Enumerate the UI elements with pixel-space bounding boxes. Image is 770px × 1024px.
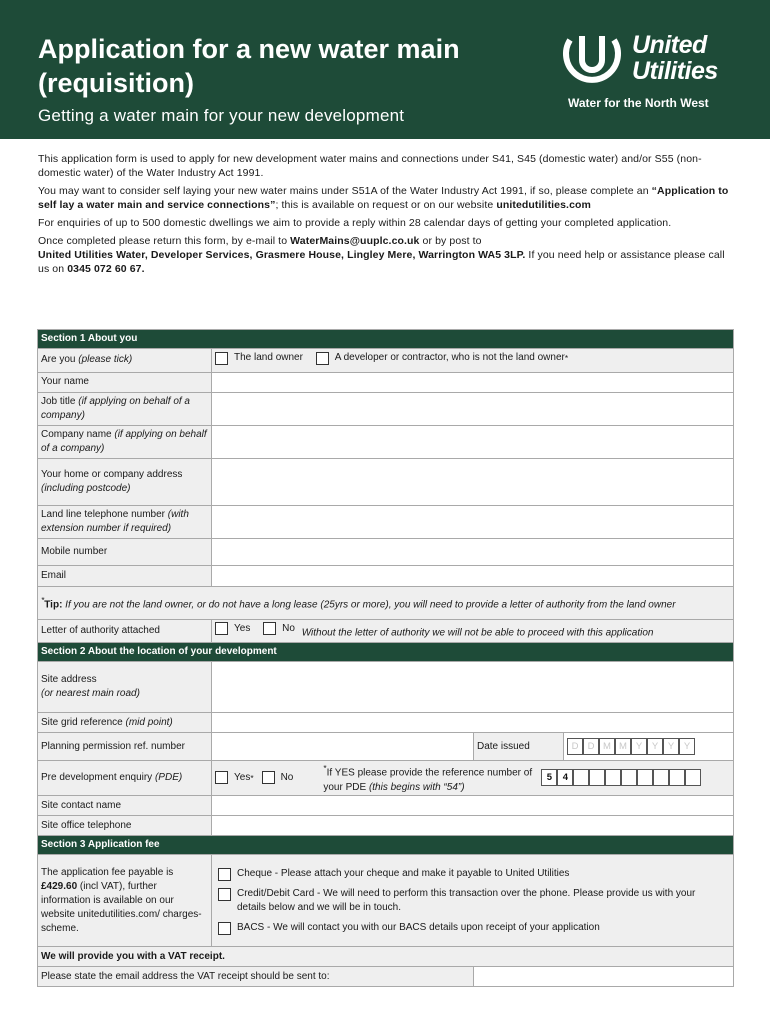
date-box-5[interactable]: Y (631, 738, 647, 755)
row-are-you (38, 349, 734, 373)
site-address-hint: (or nearest main road) (41, 688, 140, 699)
intro-text (38, 152, 738, 280)
website-link[interactable]: unitedutilities.com (496, 199, 591, 211)
option-land-owner[interactable] (215, 351, 303, 365)
tip-text (38, 586, 734, 619)
row-email (38, 565, 734, 586)
title-line-1: Application for a new water main (38, 34, 460, 64)
postal-address: United Utilities Water, Developer Services, Grasmere House, Lingley Mere, Warrington WA5 3LP. (38, 249, 526, 261)
title-line-2: (requisition) (38, 68, 194, 98)
developer-label: A developer or contractor, who is not the land owner (334, 352, 565, 363)
row-site-address (38, 662, 734, 713)
pde-hint: (PDE) (154, 772, 183, 783)
row-fee (38, 855, 734, 947)
pde-box-2[interactable]: 4 (557, 769, 573, 786)
pde-box-9[interactable] (669, 769, 685, 786)
pde-box-3[interactable] (573, 769, 589, 786)
letter-yes-option[interactable] (215, 622, 250, 636)
address-text: Your home or company address (41, 468, 183, 480)
vat-email-label: Please state the email address the VAT receipt should be sent to: (38, 967, 474, 987)
row-job-title (38, 392, 734, 425)
planning-ref-label: Planning permission ref. number (38, 733, 212, 761)
pde-note (323, 761, 541, 794)
site-phone-label: Site office telephone (38, 816, 212, 836)
letter-yes-checkbox[interactable] (215, 622, 228, 635)
company-name-field[interactable] (212, 425, 734, 458)
email-field[interactable] (212, 565, 734, 586)
site-address-field[interactable] (212, 662, 734, 713)
intro-p2-text-2: ; this is available on request or on our website (275, 199, 497, 211)
landline-text: Land line telephone number (41, 508, 168, 520)
pde-box-8[interactable] (653, 769, 669, 786)
grid-ref-hint: (mid point) (125, 716, 173, 728)
pde-yes-checkbox[interactable] (215, 771, 228, 784)
row-landline (38, 505, 734, 538)
pde-yes-option[interactable] (215, 771, 254, 785)
are-you-text: Are you (41, 354, 79, 366)
are-you-hint: (please tick) (78, 354, 133, 366)
logo-mark-icon (560, 30, 624, 90)
letter-no-checkbox[interactable] (263, 622, 276, 635)
option-card[interactable] (218, 884, 727, 918)
site-contact-field[interactable] (212, 796, 734, 816)
date-box-4[interactable]: M (615, 738, 631, 755)
date-box-2[interactable]: D (583, 738, 599, 755)
letter-note: Without the letter of authority we will not be able to proceed with this application (301, 627, 654, 638)
cheque-checkbox[interactable] (218, 868, 231, 881)
page-subtitle: Getting a water main for your new development (38, 106, 405, 125)
row-planning (38, 733, 734, 761)
pde-no-option[interactable] (262, 771, 294, 785)
developer-star: * (564, 353, 569, 363)
page-header (0, 0, 770, 139)
vat-email-field[interactable] (474, 967, 734, 987)
logo-tagline: Water for the North West (568, 96, 709, 110)
pde-box-6[interactable] (621, 769, 637, 786)
pde-yes-star: * (250, 772, 254, 783)
section-1-header (38, 330, 734, 349)
tip-label: Tip: (44, 599, 63, 611)
card-label: Credit/Debit Card - We will need to perform this transaction over the phone. Please provide us with your details below and we will be in touch. (237, 887, 696, 913)
bacs-label: BACS - We will contact you with our BACS details upon receipt of your application (237, 921, 600, 933)
are-you-options (212, 349, 734, 373)
fee-text-2: (incl VAT), further information is available on our website unitedutilities.com/ charges-scheme. (41, 880, 202, 934)
row-grid-reference (38, 713, 734, 733)
landline-label (38, 505, 212, 538)
pde-box-5[interactable] (605, 769, 621, 786)
pde-note-text: If YES please provide the reference number of your PDE (323, 767, 533, 793)
planning-ref-field[interactable] (212, 733, 474, 761)
self-lay-form-name: “Application to self lay a water main and service connections” (38, 185, 729, 211)
option-bacs[interactable] (218, 918, 727, 938)
address-field[interactable] (212, 458, 734, 505)
section-1-heading: Section 1 About you (38, 330, 734, 349)
section-3-header (38, 836, 734, 855)
address-hint: (including postcode) (41, 482, 131, 494)
row-pde (38, 761, 734, 796)
pde-box-1[interactable]: 5 (541, 769, 557, 786)
date-box-7[interactable]: Y (663, 738, 679, 755)
job-title-label (38, 392, 212, 425)
developer-checkbox[interactable] (316, 352, 329, 365)
letter-no-label: No (282, 622, 295, 634)
option-developer[interactable] (316, 351, 568, 365)
company-name-hint: (if applying on behalf of a company) (41, 428, 207, 454)
section-2-heading: Section 2 About the location of your development (38, 643, 734, 662)
pde-box-7[interactable] (637, 769, 653, 786)
intro-p4-text: Once completed please return this form, by e-mail to (38, 235, 291, 247)
pde-no-checkbox[interactable] (262, 771, 275, 784)
row-site-phone (38, 816, 734, 836)
your-name-label: Your name (38, 372, 212, 392)
letter-yes-label: Yes (234, 622, 251, 634)
row-address (38, 458, 734, 505)
pde-row-content (212, 761, 734, 796)
pde-text: Pre development enquiry (41, 772, 155, 783)
letter-no-option[interactable] (263, 622, 295, 636)
application-form (37, 329, 734, 987)
pde-note-hint: (this begins with “54”) (368, 781, 465, 793)
pde-box-4[interactable] (589, 769, 605, 786)
pde-reference-boxes[interactable] (541, 769, 701, 786)
letter-label: Letter of authority attached (38, 619, 212, 643)
date-issued-field[interactable] (564, 733, 734, 761)
landline-field[interactable] (212, 505, 734, 538)
site-address-text: Site address (41, 674, 97, 685)
pde-yes-label: Yes (234, 771, 251, 783)
intro-paragraph-4 (38, 234, 738, 276)
site-contact-label: Site contact name (38, 796, 212, 816)
row-vat-receipt (38, 947, 734, 967)
company-name-text: Company name (41, 428, 115, 440)
row-your-name (38, 372, 734, 392)
row-letter-of-authority (38, 619, 734, 643)
fee-options (212, 855, 734, 947)
section-3-heading: Section 3 Application fee (38, 836, 734, 855)
section-2-header (38, 643, 734, 662)
logo-line-1: United (632, 31, 707, 59)
intro-paragraph-2 (38, 184, 738, 212)
cheque-label: Cheque - Please attach your cheque and make it payable to United Utilities (237, 867, 570, 879)
grid-ref-field[interactable] (212, 713, 734, 733)
site-phone-field[interactable] (212, 816, 734, 836)
date-box-6[interactable]: Y (647, 738, 663, 755)
intro-p4-text-3: If you need help or assistance please call us on (38, 249, 725, 275)
job-title-hint: (if applying on behalf of a company) (41, 395, 190, 421)
option-cheque[interactable] (218, 864, 727, 884)
email-link[interactable]: WaterMains@uuplc.co.uk (290, 235, 420, 247)
site-address-label (38, 662, 212, 713)
job-title-text: Job title (41, 395, 79, 407)
intro-p4-text-2: or by post to (419, 235, 482, 247)
logo-wordmark (632, 32, 718, 84)
pde-box-10[interactable] (685, 769, 701, 786)
date-box-1[interactable]: D (567, 738, 583, 755)
pde-label (38, 761, 212, 796)
intro-p2-text: You may want to consider self laying your new water mains under S51A of the Water Industry Act 1991, if so, please complete an (38, 185, 652, 197)
page-title (38, 32, 460, 100)
grid-ref-label (38, 713, 212, 733)
date-boxes[interactable] (567, 738, 730, 755)
grid-ref-text: Site grid reference (41, 716, 126, 728)
pde-note-star: * (323, 763, 327, 774)
row-site-contact (38, 796, 734, 816)
company-name-label (38, 425, 212, 458)
card-checkbox[interactable] (218, 888, 231, 901)
land-owner-label: The land owner (234, 352, 303, 363)
row-vat-email (38, 967, 734, 987)
tip-body: If you are not the land owner, or do not have a long lease (25yrs or more), you will need to provide a letter of authority from the land owner (62, 599, 676, 611)
row-company-name (38, 425, 734, 458)
intro-paragraph-3: For enquiries of up to 500 domestic dwellings we aim to provide a reply within 28 calendar days of getting your completed application. (38, 217, 672, 229)
date-box-8[interactable]: Y (679, 738, 695, 755)
tip-star: * (41, 594, 45, 605)
address-label (38, 458, 212, 505)
date-issued-label: Date issued (474, 733, 564, 761)
mobile-label: Mobile number (38, 538, 212, 565)
email-label: Email (38, 565, 212, 586)
fee-description (38, 855, 212, 947)
pde-no-label: No (280, 771, 294, 783)
bacs-checkbox[interactable] (218, 922, 231, 935)
are-you-label (38, 349, 212, 373)
job-title-field[interactable] (212, 392, 734, 425)
fee-text: The application fee payable is (41, 866, 174, 878)
mobile-field[interactable] (212, 538, 734, 565)
landline-hint: (with extension number if required) (41, 508, 189, 534)
intro-paragraph-1: This application form is used to apply for new development water mains and connections under S41, S45 (domestic water) and/or S55 (non-domestic water) of the Water Industry Act 1991. (38, 153, 702, 179)
row-mobile (38, 538, 734, 565)
land-owner-checkbox[interactable] (215, 352, 228, 365)
your-name-field[interactable] (212, 372, 734, 392)
date-box-3[interactable]: M (599, 738, 615, 755)
logo-line-2: Utilities (632, 57, 718, 85)
united-utilities-logo (560, 30, 740, 112)
phone-number: 0345 072 60 67. (67, 263, 145, 275)
vat-receipt-text: We will provide you with a VAT receipt. (38, 947, 734, 967)
row-tip (38, 586, 734, 619)
fee-amount: £429.60 (41, 880, 78, 892)
letter-options (212, 619, 734, 643)
